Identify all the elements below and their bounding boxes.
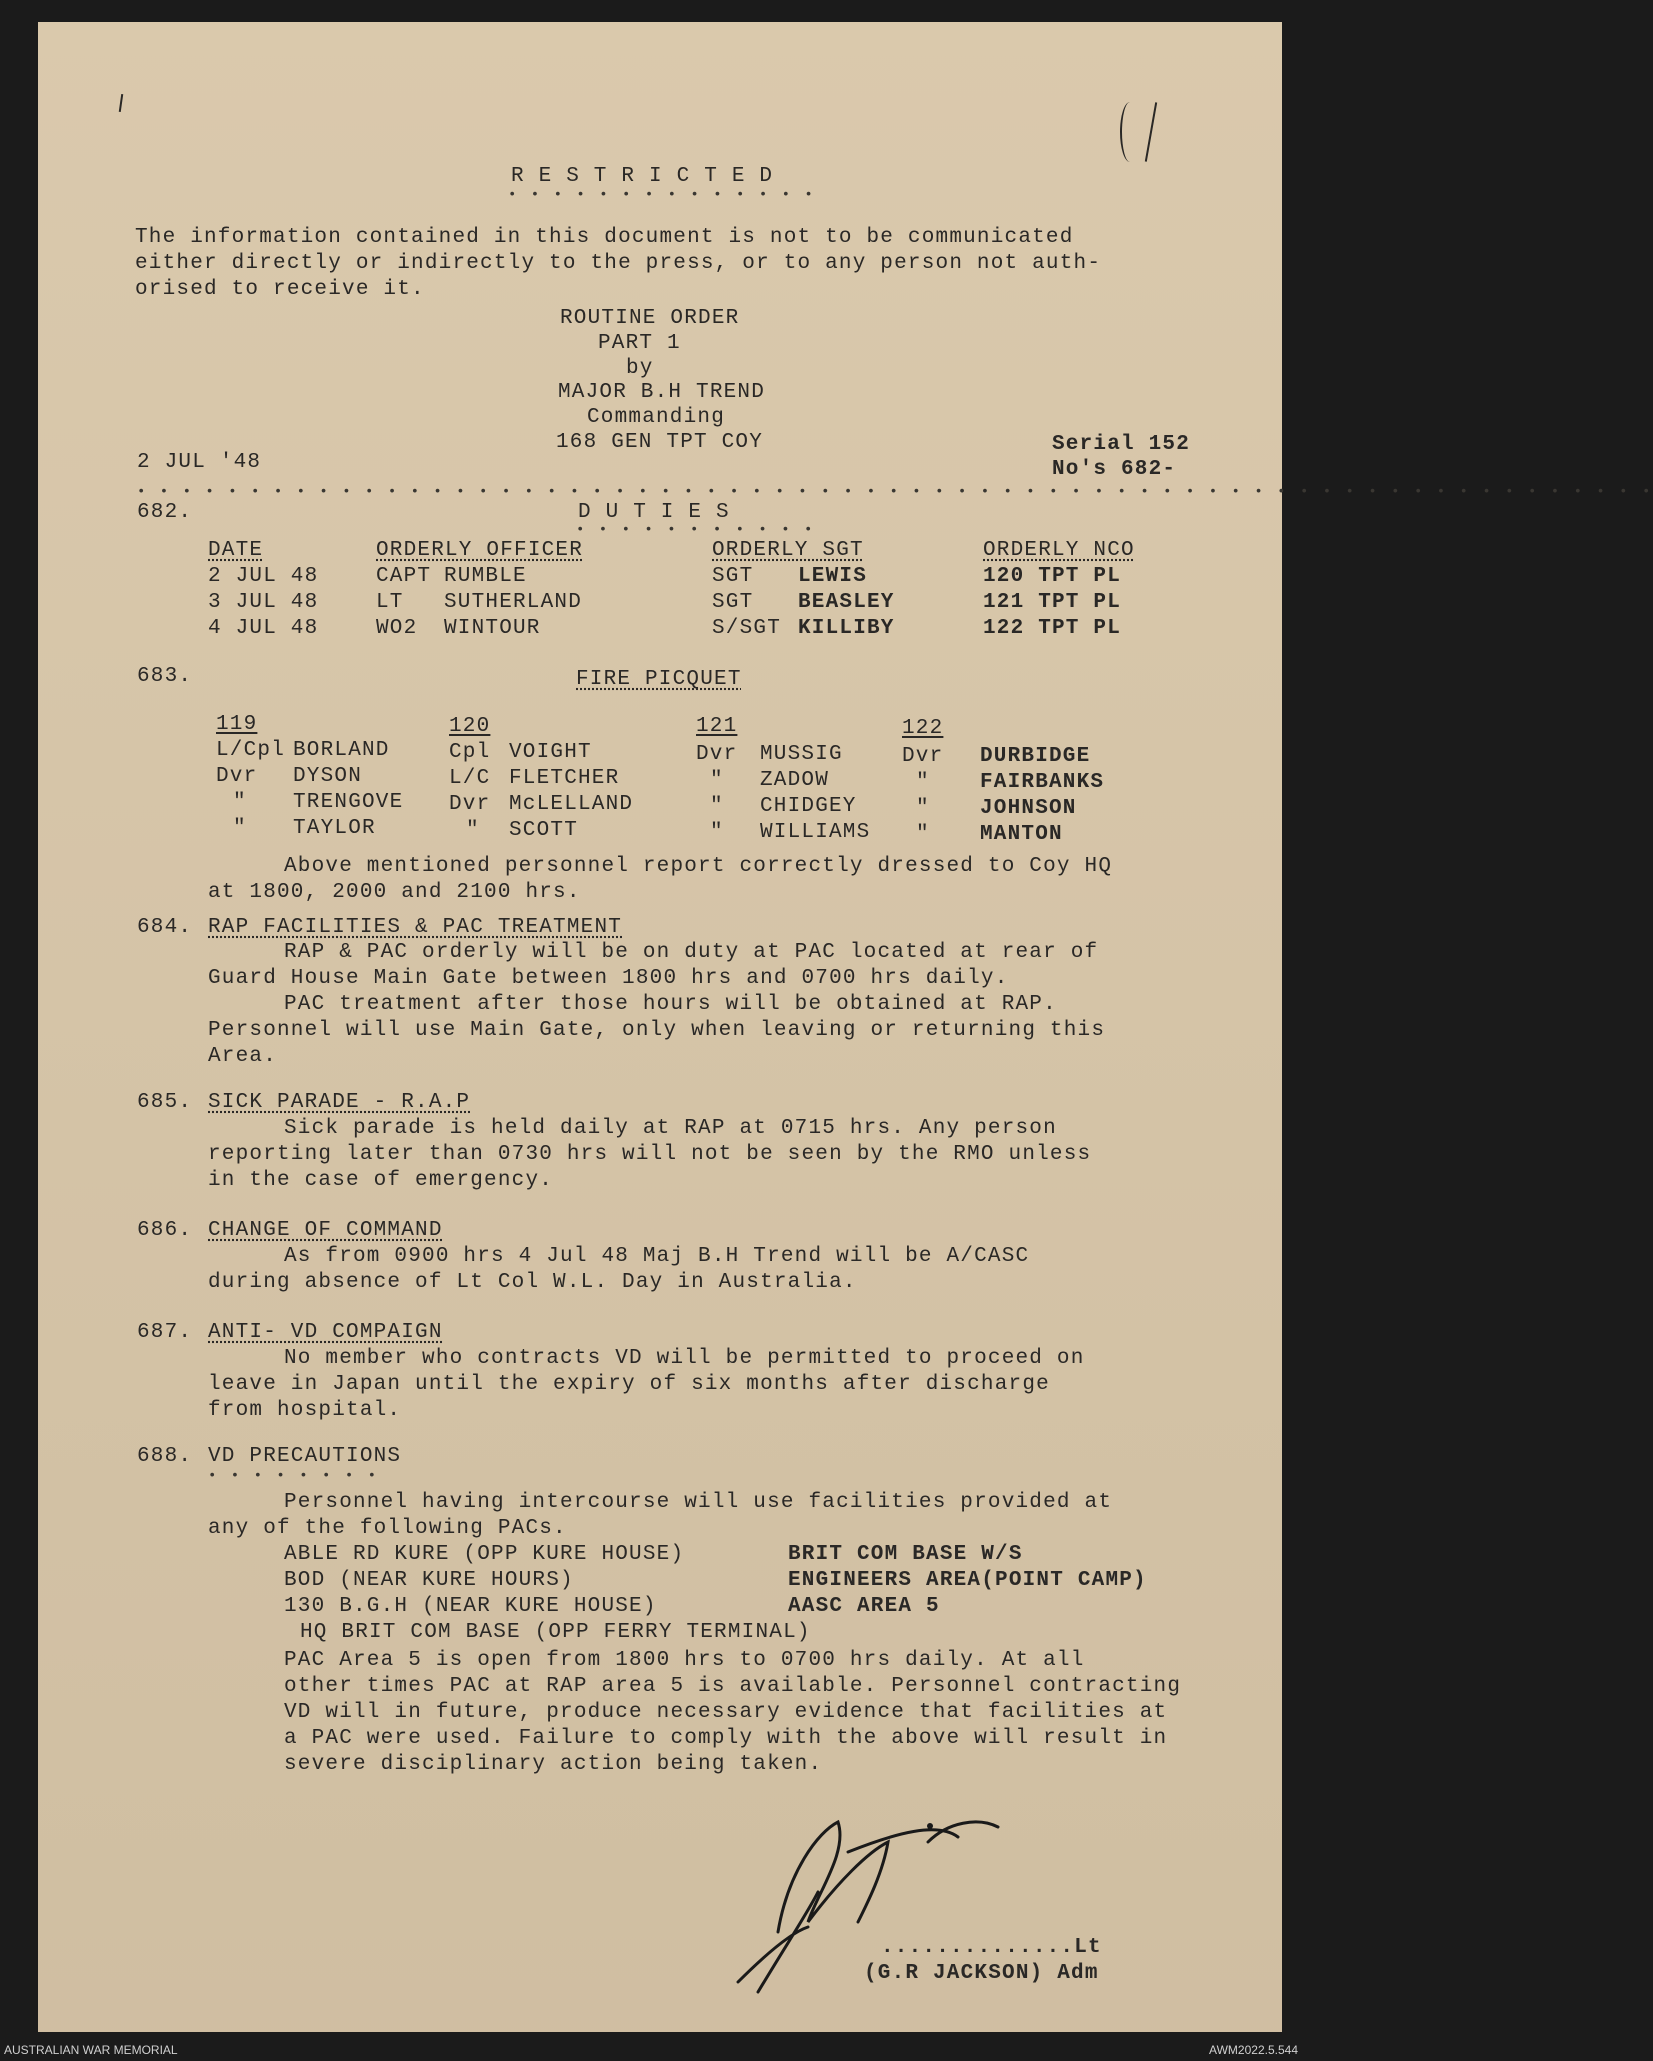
picquet-name: BORLAND bbox=[293, 739, 390, 762]
picquet-rank: Dvr bbox=[216, 765, 258, 788]
picquet-rank: " bbox=[233, 817, 247, 840]
body-line: Personnel will use Main Gate, only when leaving or returning this bbox=[208, 1019, 1106, 1042]
duty-date: 4 JUL 48 bbox=[208, 617, 319, 640]
body-line: VD will in future, produce necessary evidence that facilities at bbox=[284, 1701, 1168, 1724]
signatory-name: (G.R JACKSON) Adm bbox=[864, 1962, 1099, 1985]
picquet-rank: Cpl bbox=[449, 741, 491, 764]
picquet-rank: " bbox=[710, 821, 724, 844]
notice-line: either directly or indirectly to the press, or to any person not auth- bbox=[135, 252, 1102, 275]
officer-rank: WO2 bbox=[376, 617, 418, 640]
picquet-name: ZADOW bbox=[760, 769, 830, 792]
picquet-rank: " bbox=[916, 797, 930, 820]
body-line: Above mentioned personnel report correctly dressed to Coy HQ bbox=[284, 855, 1113, 878]
body-line: from hospital. bbox=[208, 1399, 402, 1422]
classification-heading: R E S T R I C T E D bbox=[511, 165, 774, 188]
notice-line: orised to receive it. bbox=[135, 278, 425, 301]
pac-location: HQ BRIT COM BASE (OPP FERRY TERMINAL) bbox=[300, 1621, 811, 1644]
body-line: other times PAC at RAP area 5 is available. Personnel contracting bbox=[284, 1675, 1182, 1698]
body-line: during absence of Lt Col W.L. Day in Australia. bbox=[208, 1271, 857, 1294]
order-numbers: No's 682- bbox=[1052, 458, 1177, 481]
body-line: PAC Area 5 is open from 1800 hrs to 0700 hrs daily. At all bbox=[284, 1649, 1085, 1672]
title-line: ROUTINE ORDER bbox=[560, 307, 740, 330]
body-line: No member who contracts VD will be permitted to proceed on bbox=[284, 1347, 1085, 1370]
picquet-rank: " bbox=[916, 823, 930, 846]
pac-location: ENGINEERS AREA(POINT CAMP) bbox=[788, 1569, 1147, 1592]
sgt-name: KILLIBY bbox=[798, 617, 895, 640]
picquet-name: WILLIAMS bbox=[760, 821, 871, 844]
section-heading: D U T I E S bbox=[578, 501, 730, 524]
serial-number: Serial 152 bbox=[1052, 433, 1191, 456]
body-line: a PAC were used. Failure to comply with the above will result in bbox=[284, 1727, 1168, 1750]
picquet-name: DYSON bbox=[293, 765, 363, 788]
signature-line: ..............Lt bbox=[881, 1936, 1102, 1959]
title-line: PART 1 bbox=[598, 332, 681, 355]
scan-mark bbox=[1145, 102, 1157, 161]
body-line: severe disciplinary action being taken. bbox=[284, 1753, 823, 1776]
section-heading: FIRE PICQUET bbox=[576, 668, 742, 691]
scan-mark bbox=[119, 94, 123, 112]
title-line: Commanding bbox=[587, 406, 726, 429]
footer-left: AUSTRALIAN WAR MEMORIAL bbox=[4, 2043, 178, 2057]
picquet-name: MUSSIG bbox=[760, 743, 843, 766]
dotted-rule: • • • • • • • • • • • • • • • • • • • • • • • • • • • • • • • • • • • • • • • • • • • • • • • • • • • • • • • • • • • • • • • • • • • bbox=[137, 484, 1653, 500]
section-heading: RAP FACILITIES & PAC TREATMENT bbox=[208, 916, 623, 939]
section-number: 685. bbox=[137, 1091, 193, 1114]
body-line: Guard House Main Gate between 1800 hrs and 0700 hrs daily. bbox=[208, 967, 1009, 990]
title-line: 168 GEN TPT COY bbox=[556, 431, 764, 454]
picquet-name: JOHNSON bbox=[980, 797, 1077, 820]
officer-name: RUMBLE bbox=[444, 565, 527, 588]
pac-location: BRIT COM BASE W/S bbox=[788, 1543, 1023, 1566]
pac-location: BOD (NEAR KURE HOURS) bbox=[284, 1569, 574, 1592]
section-number: 688. bbox=[137, 1445, 193, 1468]
picquet-rank: Dvr bbox=[902, 745, 944, 768]
picquet-name: TAYLOR bbox=[293, 817, 376, 840]
section-number: 682. bbox=[137, 501, 193, 524]
column-header: ORDERLY NCO bbox=[983, 539, 1135, 562]
body-line: at 1800, 2000 and 2100 hrs. bbox=[208, 881, 581, 904]
column-header: DATE bbox=[208, 539, 264, 562]
dotted-rule: • • • • • • • • bbox=[208, 1468, 380, 1484]
picquet-name: MANTON bbox=[980, 823, 1063, 846]
platoon-number: 121 bbox=[696, 715, 738, 738]
pac-location: ABLE RD KURE (OPP KURE HOUSE) bbox=[284, 1543, 685, 1566]
duty-date: 2 JUL 48 bbox=[208, 565, 319, 588]
picquet-name: TRENGOVE bbox=[293, 791, 404, 814]
nco-platoon: 121 TPT PL bbox=[983, 591, 1122, 614]
body-line: Sick parade is held daily at RAP at 0715 hrs. Any person bbox=[284, 1117, 1057, 1140]
picquet-name: McLELLAND bbox=[509, 793, 634, 816]
section-heading: ANTI- VD COMPAIGN bbox=[208, 1321, 443, 1344]
body-line: Personnel having intercourse will use facilities provided at bbox=[284, 1491, 1113, 1514]
platoon-number: 119 bbox=[216, 713, 258, 736]
body-line: As from 0900 hrs 4 Jul 48 Maj B.H Trend will be A/CASC bbox=[284, 1245, 1030, 1268]
document-page bbox=[38, 22, 1653, 2032]
sgt-name: BEASLEY bbox=[798, 591, 895, 614]
section-number: 686. bbox=[137, 1219, 193, 1242]
nco-platoon: 120 TPT PL bbox=[983, 565, 1122, 588]
title-line: MAJOR B.H TREND bbox=[558, 381, 766, 404]
section-heading: SICK PARADE - R.A.P bbox=[208, 1091, 471, 1114]
picquet-name: FLETCHER bbox=[509, 767, 620, 790]
dotted-rule: • • • • • • • • • • • bbox=[576, 522, 816, 538]
footer-right: AWM2022.5.544 bbox=[1209, 2043, 1298, 2057]
platoon-number: 120 bbox=[449, 715, 491, 738]
picquet-rank: " bbox=[916, 771, 930, 794]
picquet-rank: L/C bbox=[449, 767, 491, 790]
pac-location: AASC AREA 5 bbox=[788, 1595, 940, 1618]
body-line: any of the following PACs. bbox=[208, 1517, 567, 1540]
body-line: RAP & PAC orderly will be on duty at PAC located at rear of bbox=[284, 941, 1099, 964]
sgt-rank: SGT bbox=[712, 565, 754, 588]
body-line: PAC treatment after those hours will be obtained at RAP. bbox=[284, 993, 1057, 1016]
picquet-rank: " bbox=[466, 819, 480, 842]
picquet-rank: Dvr bbox=[449, 793, 491, 816]
section-heading: VD PRECAUTIONS bbox=[208, 1445, 402, 1468]
duty-date: 3 JUL 48 bbox=[208, 591, 319, 614]
body-line: leave in Japan until the expiry of six months after discharge bbox=[208, 1373, 1050, 1396]
nco-platoon: 122 TPT PL bbox=[983, 617, 1122, 640]
column-header: ORDERLY OFFICER bbox=[376, 539, 584, 562]
title-line: by bbox=[626, 357, 654, 380]
body-line: in the case of emergency. bbox=[208, 1169, 554, 1192]
picquet-name: VOIGHT bbox=[509, 741, 592, 764]
body-line: reporting later than 0730 hrs will not be seen by the RMO unless bbox=[208, 1143, 1092, 1166]
officer-name: SUTHERLAND bbox=[444, 591, 583, 614]
pac-location: 130 B.G.H (NEAR KURE HOUSE) bbox=[284, 1595, 657, 1618]
sgt-rank: SGT bbox=[712, 591, 754, 614]
picquet-rank: " bbox=[710, 769, 724, 792]
sgt-rank: S/SGT bbox=[712, 617, 782, 640]
officer-rank: CAPT bbox=[376, 565, 432, 588]
picquet-name: SCOTT bbox=[509, 819, 579, 842]
officer-name: WINTOUR bbox=[444, 617, 541, 640]
document-date: 2 JUL '48 bbox=[137, 451, 262, 474]
picquet-name: CHIDGEY bbox=[760, 795, 857, 818]
picquet-rank: Dvr bbox=[696, 743, 738, 766]
section-number: 687. bbox=[137, 1321, 193, 1344]
section-number: 683. bbox=[137, 665, 193, 688]
picquet-name: DURBIDGE bbox=[980, 745, 1091, 768]
body-line: Area. bbox=[208, 1045, 278, 1068]
picquet-rank: L/Cpl bbox=[216, 739, 286, 762]
picquet-rank: " bbox=[233, 791, 247, 814]
section-heading: CHANGE OF COMMAND bbox=[208, 1219, 443, 1242]
scan-mark bbox=[1120, 102, 1140, 162]
section-number: 684. bbox=[137, 916, 193, 939]
sgt-name: LEWIS bbox=[798, 565, 868, 588]
column-header: ORDERLY SGT bbox=[712, 539, 864, 562]
picquet-rank: " bbox=[710, 795, 724, 818]
officer-rank: LT bbox=[376, 591, 404, 614]
picquet-name: FAIRBANKS bbox=[980, 771, 1105, 794]
platoon-number: 122 bbox=[902, 717, 944, 740]
dotted-rule: • • • • • • • • • • • • • • bbox=[508, 187, 816, 203]
notice-line: The information contained in this document is not to be communicated bbox=[135, 226, 1074, 249]
